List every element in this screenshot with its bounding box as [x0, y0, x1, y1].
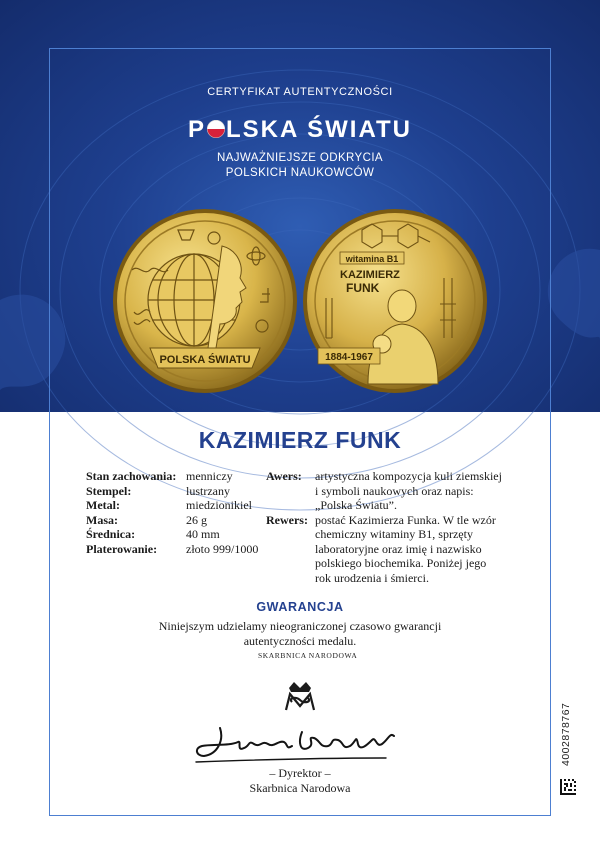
guarantee-line-2: autentyczności medalu. [243, 634, 357, 648]
awers-line: i symboli naukowych oraz napis: [315, 483, 474, 498]
coin-name-line-2: FUNK [346, 281, 380, 295]
guarantee-text [0, 619, 600, 649]
coin-descriptions [266, 469, 536, 585]
signature-role: – Dyrektor – [269, 766, 331, 780]
datamatrix-code-icon [560, 779, 576, 795]
spec-label: Metal: [86, 498, 120, 512]
spec-value: menniczy [186, 469, 233, 483]
awers-line: „Polska Światu”. [315, 498, 397, 512]
spec-value: 40 mm [186, 527, 220, 541]
rewers-line: polskiego biochemika. Poniżej jego [315, 556, 487, 570]
spec-value: lustrzany [186, 483, 230, 498]
scientist-name-heading: KAZIMIERZ FUNK [198, 427, 402, 453]
serial-number: 4002878767 [560, 702, 572, 766]
rewers-line: rok urodzenia i śmierci. [315, 570, 429, 585]
awers-description [266, 469, 536, 513]
spec-row [86, 527, 258, 542]
coin-years: 1884-1967 [325, 352, 373, 363]
coin-obverse [112, 208, 298, 394]
coin-vitamin-label: witamina B1 [345, 254, 399, 264]
spec-row [86, 484, 258, 499]
crown-icon [289, 682, 311, 692]
spec-label: Stempel: [86, 483, 132, 498]
coin-reverse [302, 208, 488, 394]
certificate-label: CERTYFIKAT AUTENTYCZNOŚCI [207, 86, 393, 98]
guarantee-title: GWARANCJA [256, 600, 344, 614]
coin-name-line-1: KAZIMIERZ [340, 269, 400, 281]
spec-row [86, 542, 258, 557]
spec-row [86, 469, 258, 484]
spec-row [86, 498, 258, 513]
spec-value: złoto 999/1000 [186, 541, 259, 556]
skarbnica-narodowa-logo [258, 651, 358, 718]
series-title [0, 116, 600, 144]
series-subtitle [0, 151, 600, 181]
monogram-sn-icon [286, 694, 314, 710]
rewers-line: postać Kazimierza Funka. W tle wzór [315, 512, 496, 527]
spec-value: 26 g [186, 512, 207, 527]
signature-organization: Skarbnica Narodowa [249, 781, 351, 795]
rewers-description [266, 513, 536, 586]
series-title-start: P [188, 116, 207, 143]
coin-obverse-text: POLSKA ŚWIATU [159, 354, 251, 366]
subtitle-line-2: POLSKICH NAUKOWCÓW [225, 167, 375, 179]
polish-flag-o-icon [207, 120, 225, 138]
awers-line: artystyczna kompozycja kuli ziemskiej [315, 469, 502, 483]
guarantee-line-1: Niniejszym udzielamy nieograniczonej czasowo gwarancji [158, 619, 442, 633]
rewers-label: Rewers: [266, 512, 308, 527]
rewers-line: laboratoryjne oraz imię i nazwisko [315, 541, 482, 556]
spec-label: Platerowanie: [86, 541, 158, 556]
spec-label: Średnica: [86, 527, 136, 541]
awers-label: Awers: [266, 469, 302, 483]
subtitle-line-1: NAJWAŻNIEJSZE ODKRYCIA [217, 152, 383, 164]
director-signature [190, 718, 410, 768]
spec-label: Masa: [86, 512, 118, 527]
series-title-rest: LSKA ŚWIATU [226, 116, 412, 143]
logo-arc-text: SKARBNICA NARODOWA [258, 651, 358, 660]
spec-row [86, 513, 258, 528]
spec-value: miedzionikiel [186, 498, 252, 512]
spec-label: Stan zachowania: [86, 469, 177, 483]
specs-table [86, 469, 258, 556]
rewers-line: chemiczny witaminy B1, sprzęty [315, 527, 473, 541]
